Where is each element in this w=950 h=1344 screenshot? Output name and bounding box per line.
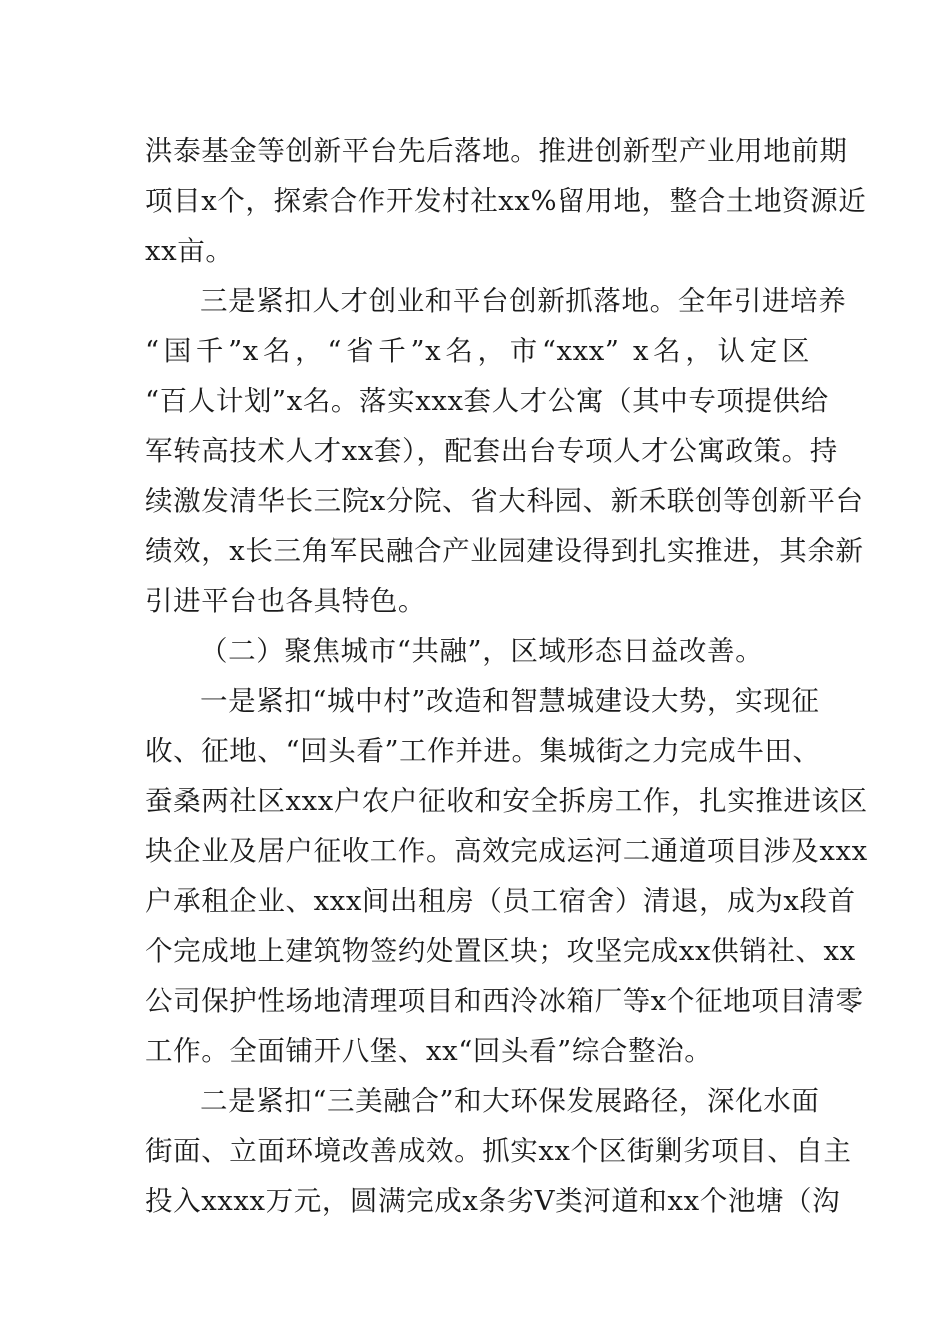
body-line: 街面、立面环境改善成效。抓实xx个区街剿劣项目、自主 (145, 1135, 852, 1167)
body-line: 军转高技术人才xx套），配套出台专项人才公寓政策。持 (145, 435, 838, 467)
body-line: 户承租企业、xxx间出租房（员工宿舍）清退，成为x段首 (145, 885, 856, 917)
body-line: 引进平台也各具特色。 (145, 585, 426, 617)
body-line: 个完成地上建筑物签约处置区块；攻坚完成xx供销社、xx (145, 935, 856, 967)
body-line: 项目x个，探索合作开发村社xx%留用地，整合土地资源近 (145, 185, 867, 217)
body-line: 洪泰基金等创新平台先后落地。推进创新型产业用地前期 (145, 135, 848, 167)
body-line: 绩效，x长三角军民融合产业园建设得到扎实推进，其余新 (145, 535, 864, 567)
paragraph-first-line: 二是紧扣“三美融合”和大环保发展路径，深化水面 (200, 1085, 820, 1117)
body-line: 续激发清华长三院x分院、省大科园、新禾联创等创新平台 (145, 485, 864, 517)
body-line: 蚕桑两社区xxx户农户征收和安全拆房工作，扎实推进该区 (145, 785, 868, 817)
body-line: “百人计划”x名。落实xxx套人才公寓（其中专项提供给 (145, 385, 829, 417)
section-heading: （二）聚焦城市“共融”，区域形态日益改善。 (200, 635, 764, 667)
body-line: “国千”x名，“省千”x名，市“xxx” x名，认定区 (145, 335, 810, 367)
body-line: 公司保护性场地清理项目和西泠冰箱厂等x个征地项目清零 (145, 985, 864, 1017)
paragraph-first-line: 三是紧扣人才创业和平台创新抓落地。全年引进培养 (200, 285, 847, 317)
body-line: 块企业及居户征收工作。高效完成运河二通道项目涉及xxx (145, 835, 868, 867)
body-line: 工作。全面铺开八堡、xx“回头看”综合整治。 (145, 1035, 713, 1067)
body-line: 投入xxxx万元，圆满完成x条劣Ⅴ类河道和xx个池塘（沟 (145, 1185, 841, 1217)
paragraph-first-line: 一是紧扣“城中村”改造和智慧城建设大势，实现征 (200, 685, 820, 717)
body-line: xx亩。 (145, 235, 234, 267)
body-line: 收、征地、“回头看”工作并进。集城街之力完成牛田、 (145, 735, 821, 767)
